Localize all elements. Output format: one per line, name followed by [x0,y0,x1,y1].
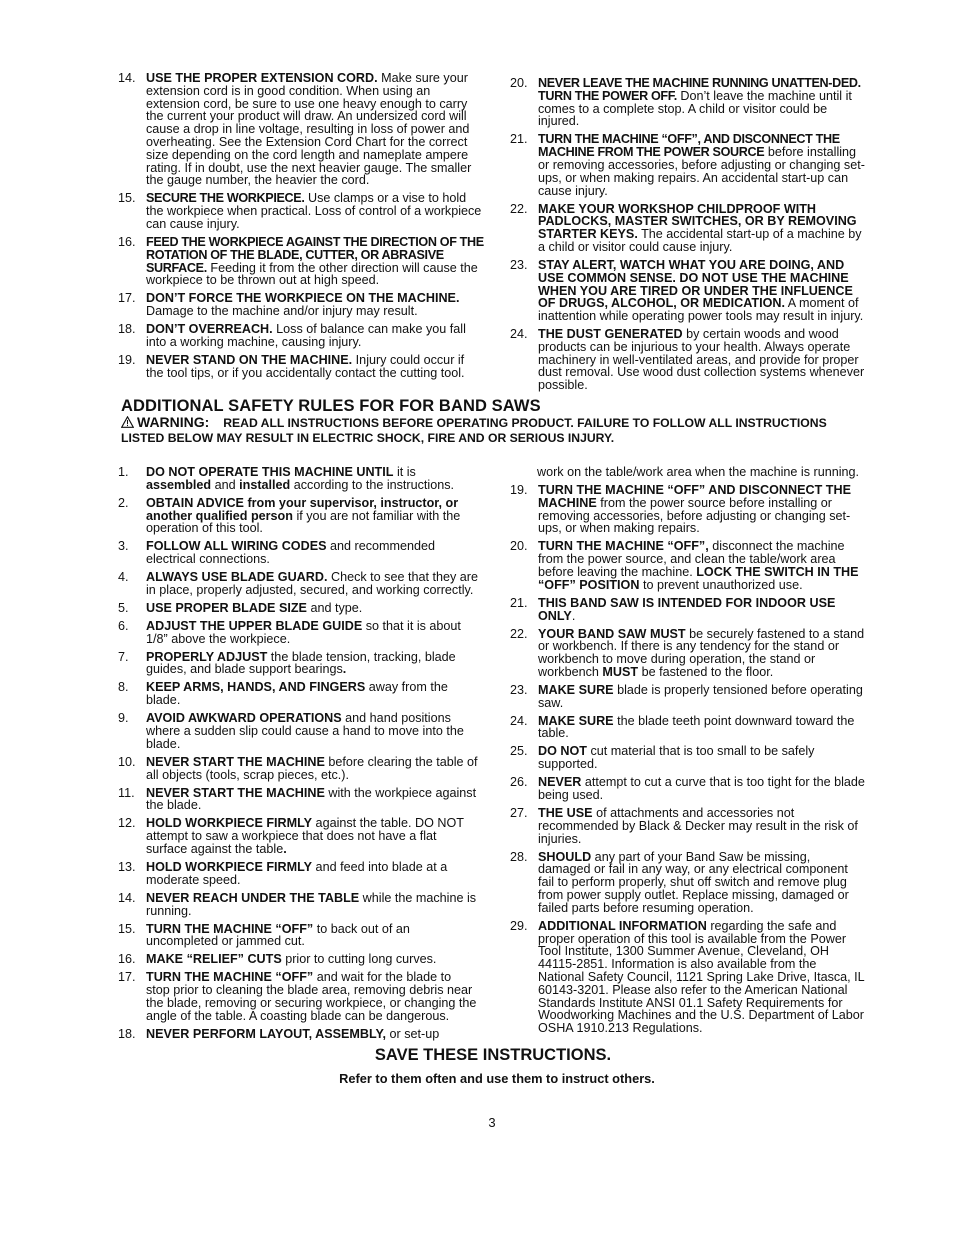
rule-number: 10. [118,754,136,769]
rule-body: and feed into blade at a moderate speed. [146,859,448,887]
rule-number: 14. [118,71,136,85]
rule-text [146,1028,478,1041]
rule-emphasis: assembled [146,477,212,492]
rule-body: to prevent unauthorized use. [639,577,803,592]
rule-number: 3. [118,539,129,554]
rule-body: Injury could occur if the tool tips, or if you accidentally contact the cutting tool. [146,352,465,380]
rule-number: 24. [510,713,528,728]
rule-emphasis: YOUR BAND SAW MUST [538,626,686,641]
safety-rule-item [510,203,866,254]
rule-text [538,328,866,392]
rule-number: 21. [510,132,528,147]
safety-rule-item [118,571,478,597]
rule-text [146,620,478,646]
safety-rule-item [510,328,866,392]
rule-text [146,971,478,1022]
safety-rule-item [118,540,478,566]
rule-text [538,628,866,679]
rule-body: the blade teeth point downward toward the table. [538,713,855,741]
rule-body: blade is properly tensioned before operating saw. [538,682,863,710]
safety-rule-item [118,923,478,949]
rule-text [538,715,866,741]
safety-rule-item [118,323,484,349]
rule-number: 20. [510,539,528,554]
rule-emphasis: DO NOT OPERATE THIS MACHINE UNTIL [146,465,394,479]
rule-text [538,851,866,915]
safety-rule-item [118,651,478,677]
rule-body: The accidental start-up of a machine by a child or visitor could cause injury. [538,227,862,254]
rule-body: Make sure your extension cord is in good condition. When using an extension cord, be sure to use one heavy enough to carry the current your product will draw. An undersized cord will cause a drop in line voltage, resulting in loss of power and overheating. See the Extension Cord Chart for the correct size depending on the cord length and nameplate ampere rating. If in doubt, use the next heavier gauge. The smaller the gauge number, the heavier the cord. [146,71,472,188]
rule-number: 28. [510,849,528,864]
safety-rule-item [118,756,478,782]
rule-body: and recommended electrical connections. [146,539,436,567]
rule-text [146,497,478,535]
rule-number: 26. [510,775,528,790]
rule-number: 23. [510,682,528,697]
warning-text-line1: READ ALL INSTRUCTIONS BEFORE OPERATING PRODUCT. FAILURE TO FOLLOW ALL INSTRUCTIONS [223,416,827,430]
safety-rule-item [118,354,484,380]
rule-number: 17. [118,291,136,306]
rule-emphasis: . [283,841,287,856]
rule-number: 1. [118,465,129,479]
safety-rule-item [118,787,478,813]
rule-emphasis: NEVER [538,775,582,790]
rule-body: according to the instructions. [290,477,455,492]
rule-emphasis: PROPERLY ADJUST [146,649,268,664]
rule-text [538,920,866,1035]
safety-rule-item [118,953,478,966]
rule-emphasis: MAKE SURE [538,713,614,728]
safety-rule-item [510,715,866,741]
rule-emphasis: FEED THE WORKPIECE AGAINST THE DIRECTION OF THE ROTATION OF THE BLADE, CUTTER, OR ABRASIVE SURFACE. [146,234,484,275]
rule-number: 19. [118,352,136,367]
rule-text [146,817,478,855]
safety-rule-item [510,684,866,710]
rule-text [538,77,866,128]
rule-emphasis: DON’T OVERREACH. [146,322,273,337]
rule-emphasis: SECURE THE WORKPIECE. [146,191,305,206]
rule-emphasis: NEVER REACH UNDER THE TABLE [146,890,360,905]
rule-emphasis: TURN THE MACHINE “OFF”, AND DISCONNECT THE MACHINE FROM THE POWER SOURCE [538,132,840,160]
rule-body: Don’t leave the machine until it comes to a complete stop. A child or visitor could be injured. [538,88,852,129]
rule-body: from the power source before installing or removing accessories, before adjusting or changing set-ups, or when making repairs. [538,495,851,536]
rule-emphasis: STAY ALERT, WATCH WHAT YOU ARE DOING, AND USE COMMON SENSE. DO NOT USE THE MACHINE WHEN YOU ARE TIRED OR UNDER THE INFLUENCE OF DRUGS, ALCOHOL, OR MEDICATION. [538,257,853,311]
rule-number: 20. [510,76,528,90]
rule-text [146,466,478,492]
rule-number: 9. [118,711,129,726]
rule-body: against the table. DO NOT attempt to saw a workpiece that does not have a flat surface against the table [146,816,464,856]
rule-number: 18. [118,1026,136,1041]
rule-body: while the machine is running. [146,890,477,918]
rule-body: Loss of balance can make you fall into a working machine, causing injury. [146,322,466,349]
rule-body: by certain woods and wood products can be injurious to your health. Always operate machinery in well-ventilated areas, and provide for proper dust removal. Use wood dust collection systems whenever possible. [538,327,865,393]
band-saw-rules-right-column [510,466,866,1040]
rule-text [538,776,866,802]
rule-emphasis: TURN THE MACHINE “OFF” [146,970,314,985]
rule-emphasis: AVOID AWKWARD OPERATIONS [146,711,342,726]
safety-rule-item [510,920,866,1035]
rule-emphasis: HOLD WORKPIECE FIRMLY [146,859,313,874]
rule-number: 22. [510,201,528,216]
rule-emphasis: MUST [602,664,639,679]
rule-number: 2. [118,495,129,510]
safety-rule-item [510,851,866,915]
rule-emphasis: TURN THE MACHINE “OFF”, [538,539,709,554]
rule-text [146,292,484,318]
rule-emphasis: SHOULD [538,849,592,864]
rule-text [538,807,866,845]
rule-text [146,681,478,707]
safety-rule-item [118,861,478,887]
rule-body: Use clamps or a vise to hold the workpiece when practical. Loss of control of a workpiece can cause injury. [146,191,482,231]
rule-body: away from the blade. [146,680,448,708]
rule-text [146,892,478,918]
rule-number: 22. [510,626,528,641]
rule-emphasis: ADDITIONAL INFORMATION [538,918,707,933]
safety-rule-item [118,292,484,318]
rule-body: before installing or removing accessories, before adjusting or changing set-ups, or when making repairs. An accidental start-up can cause injury. [538,145,865,198]
rule-text [538,133,866,197]
rule-body: to back out of an uncompleted or jammed cut. [146,921,410,949]
general-rules-left-column [118,72,484,385]
rule-body: before clearing the table of all objects (tools, scrap pieces, etc.). [146,754,478,782]
rule-emphasis: USE THE PROPER EXTENSION CORD. [146,71,378,85]
rule-emphasis: THE USE [538,806,593,821]
rule-body: it is [393,465,416,479]
safety-rule-item [510,807,866,845]
safety-rule-item [510,77,866,128]
rule-emphasis: NEVER STAND ON THE MACHINE. [146,352,353,367]
rule-text [538,203,866,254]
safety-rule-item [510,259,866,323]
rule-body: attempt to cut a curve that is too tight for the blade being used. [538,775,865,803]
rule-emphasis: NEVER PERFORM LAYOUT, ASSEMBLY, [146,1026,387,1041]
rule-body: Feeding it from the other direction will cause the workpiece to be thrown out at high speed. [146,260,478,288]
warning-block [121,415,881,446]
safety-rule-item [510,745,866,771]
rule-body: Damage to the machine and/or injury may result. [146,304,418,319]
rule-number: 11. [118,785,135,800]
rule-emphasis: FOLLOW ALL WIRING CODES [146,539,327,554]
rule-emphasis: USE PROPER BLADE SIZE [146,600,307,615]
rule-emphasis: KEEP ARMS, HANDS, AND FINGERS [146,680,366,695]
rule-number: 16. [118,234,136,249]
rule-number: 29. [510,918,528,933]
rule-body: . [571,608,576,623]
band-saw-rule-continuation: work on the table/work area when the machine is running. [537,465,860,479]
warning-text-line2: LISTED BELOW MAY RESULT IN ELECTRIC SHOCK, FIRE AND OR SERIOUS INJURY. [121,431,615,445]
band-saw-rules-left-column [118,466,478,1046]
rule-emphasis: NEVER LEAVE THE MACHINE RUNNING UNATTEN-DED. TURN THE POWER OFF. [538,76,861,103]
safety-rule-item [118,236,484,287]
rule-text [146,540,478,566]
rule-body: be fastened to the floor. [638,664,774,679]
rule-text [146,72,484,187]
rule-number: 21. [510,595,528,610]
rule-emphasis: THE DUST GENERATED [538,327,683,342]
rule-body: and [211,477,240,492]
rule-body: be securely fastened to a stand or workbench. If there is any tendency for the stand or workbench to move during operation, the stand or workbench [538,626,865,679]
section-title: ADDITIONAL SAFETY RULES FOR FOR BAND SAWS [121,397,541,415]
refer-instructions-text: Refer to them often and use them to instruct others. [339,1071,655,1086]
rule-text [146,236,484,287]
rule-emphasis: MAKE SURE [538,682,614,697]
rule-body: A moment of inattention while operating power tools may result in injury. [538,296,864,324]
rule-emphasis: MAKE YOUR WORKSHOP CHILDPROOF WITH PADLOCKS, MASTER SWITCHES, OR BY REMOVING STARTER KEYS. [538,201,857,242]
rule-text [146,602,478,615]
rule-emphasis: MAKE “RELIEF” CUTS [146,952,282,967]
rule-body: Check to see that they are in place, properly adjusted, secured, and working correctly. [146,570,478,597]
rule-text [538,540,866,591]
rule-body: so that it is about 1/8” above the workpiece. [146,618,461,646]
rule-number: 16. [118,952,136,967]
safety-rule-item [118,192,484,230]
save-instructions-heading: SAVE THESE INSTRUCTIONS. [374,1046,612,1064]
rule-text [146,861,478,887]
rule-emphasis: ADJUST THE UPPER BLADE GUIDE [146,618,363,633]
safety-rule-item [118,712,478,750]
rule-body: or set-up [386,1026,440,1041]
rule-text [146,354,484,380]
safety-rule-item [510,776,866,802]
rule-text [146,192,484,230]
rule-emphasis: NEVER START THE MACHINE [146,785,325,800]
warning-label: WARNING: [137,414,210,430]
rule-text [538,597,866,623]
rule-text [538,684,866,710]
rule-body: and hand positions where a sudden slip could cause a hand to move into the blade. [146,711,464,751]
rule-number: 12. [118,816,136,831]
rule-text [146,756,478,782]
rule-body: disconnect the machine from the power source, and clean the table/work area before leaving the machine. [538,539,845,579]
safety-rule-item [118,681,478,707]
rule-body: of attachments and accessories not recommended by Black & Decker may result in the risk of injuries. [538,806,858,846]
rule-body: and wait for the blade to stop prior to cleaning the blade area, removing debris near the blade, removing or securing workpiece, or changing the angle of the table. A coasting blade can be dangerous. [146,970,477,1023]
rule-emphasis: TURN THE MACHINE “OFF” AND DISCONNECT THE MACHINE [538,482,851,510]
rule-emphasis: OBTAIN ADVICE from your supervisor, instructor, or another qualified person [146,495,459,523]
rule-emphasis: LOCK THE SWITCH IN THE “OFF” POSITION [538,564,859,592]
rule-text [538,484,866,535]
rule-number: 5. [118,600,129,615]
safety-rule-item [510,628,866,679]
rule-emphasis: . [342,662,347,677]
rule-number: 13. [118,859,136,874]
rule-number: 15. [118,191,136,206]
warning-triangle-icon [121,416,134,428]
rule-body: prior to cutting long curves. [281,952,437,967]
rule-body: any part of your Band Saw be missing, damaged or fail in any way, or any electrical component fail to perform properly, shut off switch and remove plug from power supply outlet. Replace missing, damaged or failed parts before resuming operation. [538,849,849,915]
rule-text [146,787,478,813]
rule-emphasis: TURN THE MACHINE “OFF” [146,921,314,936]
rule-text [146,953,478,966]
rule-number: 7. [118,649,129,664]
rule-number: 24. [510,327,528,342]
rule-text [146,651,478,677]
rule-text [538,745,866,771]
general-rules-right-column [510,77,866,397]
rule-body: and type. [306,600,363,615]
rule-emphasis: DO NOT [538,744,587,759]
rule-body: regarding the safe and proper operation of this tool is available from the Power Tool Institute, 1300 Summer Avenue, Cleveland, OH 44115-2851. Information is also available from the National Safety Council, 1121 Spring Lake Drive, Itasca, IL 60143-3201. Please also refer to the American National Standards Institute ANSI 01.1 Safety Requirements for Woodworking Machines and the U.S. Department of Labor OSHA 1910.213 Regulations. [538,918,865,1036]
rule-number: 6. [118,618,129,633]
safety-rule-item [510,540,866,591]
rule-body: if you are not familiar with the operation of this tool. [146,508,461,536]
safety-rule-item [118,497,478,535]
rule-emphasis: installed [239,477,291,492]
rule-number: 15. [118,921,136,936]
rule-text [146,571,478,597]
page-number: 3 [488,1115,496,1130]
safety-rule-item [510,484,866,535]
rule-number: 17. [118,970,136,985]
safety-rule-item [118,1028,478,1041]
rule-text [146,712,478,750]
rule-number: 18. [118,322,136,337]
rule-number: 25. [510,744,528,759]
rule-number: 8. [118,680,129,695]
safety-rule-item [118,72,484,187]
rule-text [146,923,478,949]
rule-emphasis: HOLD WORKPIECE FIRMLY [146,816,313,831]
safety-rule-item [118,620,478,646]
rule-text [146,323,484,349]
safety-rule-item [118,602,478,615]
rule-emphasis: ALWAYS USE BLADE GUARD. [146,570,328,585]
rule-number: 23. [510,257,528,272]
rule-emphasis: DON’T FORCE THE WORKPIECE ON THE MACHINE. [146,291,460,306]
rule-body: the blade tension, tracking, blade guides, and blade support bearings [146,649,456,677]
rule-number: 27. [510,806,528,821]
rule-number: 14. [118,890,136,905]
safety-rule-item [510,133,866,197]
safety-rule-item [118,817,478,855]
rule-emphasis: THIS BAND SAW IS INTENDED FOR INDOOR USE ONLY [538,595,836,623]
rule-body: with the workpiece against the blade. [146,785,477,813]
rule-text [538,259,866,323]
safety-rule-item [118,971,478,1022]
safety-rule-item [118,892,478,918]
rule-number: 4. [118,570,129,585]
safety-rule-item [510,597,866,623]
rule-emphasis: NEVER START THE MACHINE [146,754,325,769]
safety-rule-item [118,466,478,492]
rule-number: 19. [510,482,528,497]
rule-body: cut material that is too small to be safely supported. [538,744,815,772]
